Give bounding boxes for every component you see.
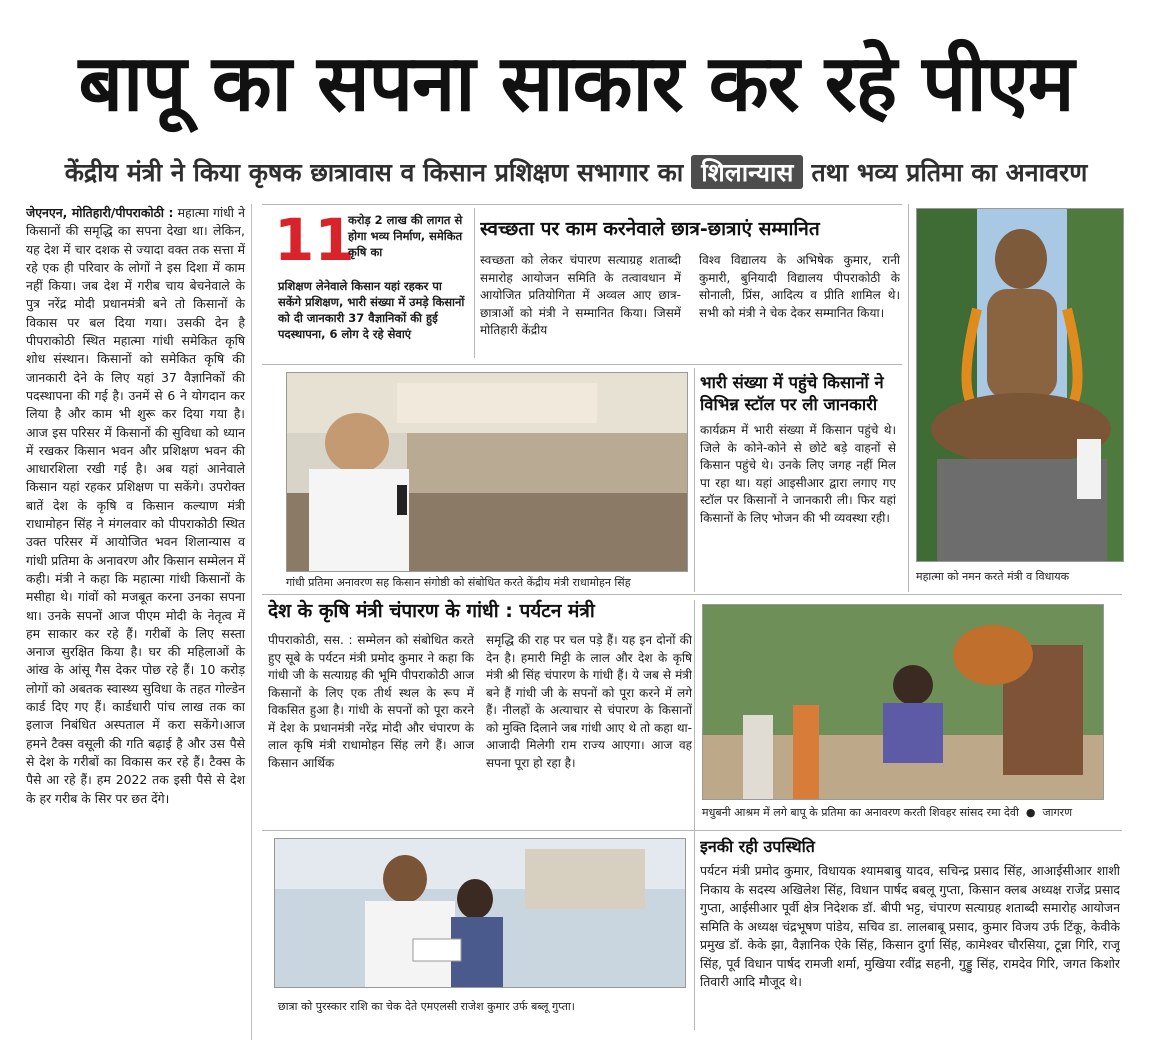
swachhata-col2: विश्व विद्यालय के अभिषेक कुमार, रानी कुमारी, बुनियादी विद्यालय पीपराकोठी के सोनाली, प्रिंस, आदित्य व प्रीति शामिल थे। सभी को मंत्री ने चेक देकर सम्मानित किया। <box>699 253 900 320</box>
farmers-story <box>700 372 896 590</box>
main-story-dateline: जेएनएन, मोतिहारी/पीपराकोठी : <box>26 205 174 220</box>
unveiling-photo <box>702 604 1104 800</box>
attendees-story <box>700 836 1120 1026</box>
promo-line1: करोड़ 2 लाख की लागत से होगा भव्य निर्माण, समेकित कृषि का <box>348 213 463 259</box>
statue-photo <box>916 208 1124 562</box>
attendees-text: पर्यटन मंत्री प्रमोद कुमार, विधायक श्यामबाबु यादव, सचिन्द्र प्रसाद सिंह, आआईसीआर शाशी निकाय के सदस्य अखिलेश सिंह, विधान पार्षद बबलू गुप्ता, किसान क्लब अध्यक्ष राजेंद्र प्रसाद गुप्ता, आईसीआर पूर्वी क्षेत्र निदेशक डॉ. बीपी भट्ट, चंपारण सत्याग्रह शताब्दी समारोह आयोजन समिति के अध्यक्ष चंद्रभूषण पांडेय, सचिव डा. लालबाबू प्रसाद, कुमार विजय उर्फ टिंकू, केवीके प्रमुख डॉ. केके झा, वैज्ञानिक ऐके सिंह, किसान दुर्गा सिंह, कामेश्वर चौरसिया, टून्ना गिरि, राजू सिंह, पूर्व विधान पार्षद रामजी शर्मा, मुखिया रवींद्र सहनी, गुड्डु सिंह, रामदेव गिरि, जगत किशोर तिवारी आदि मौजूद थे। <box>700 863 1120 989</box>
subhead-before: केंद्रीय मंत्री ने किया कृषक छात्रावास व किसान प्रशिक्षण सभागार का <box>64 158 684 187</box>
page-headline: बापू का सपना साकार कर रहे पीएम <box>78 39 1074 129</box>
farmers-text: कार्यक्रम में भारी संख्या में किसान पहुंचे थे। जिले के कोने-कोने से छोटे बड़े वाहनों से किसान पहुंचे थे। उनके लिए जगह नहीं मिल पा रहा था। यहां आइसीआर द्वारा लगाए गए स्टॉल पर किसानों ने जानकारी ली। फिर यहां किसानों के लिए भोजन की भी व्यवस्था रही। <box>700 423 896 525</box>
main-event-photo <box>286 372 688 572</box>
unveiling-caption-text: मधुबनी आश्रम में लगे बापू के प्रतिमा का अनावरण करती शिवहर सांसद रमा देवी <box>702 806 1019 819</box>
main-event-image <box>287 373 688 572</box>
bullet-icon: ● <box>1022 806 1039 819</box>
divider <box>694 600 695 1030</box>
statue-caption: महात्मा को नमन करते मंत्री व विधायक <box>916 570 1070 583</box>
unveiling-image <box>703 605 1104 800</box>
cheque-image <box>275 839 686 988</box>
subhead-highlight: शिलान्यास <box>691 155 803 189</box>
tourism-title: देश के कृषि मंत्री चंपारण के गांधी : पर्यटन मंत्री <box>268 600 595 622</box>
subhead-after: तथा भव्य प्रतिमा का अनावरण <box>811 158 1088 187</box>
divider <box>908 204 909 592</box>
cheque-caption: छात्रा को पुरस्कार राशि का चेक देते एमएलसी राजेश कुमार उर्फ बब्लू गुप्ता। <box>278 1000 575 1013</box>
unveiling-caption <box>702 806 1112 820</box>
divider <box>474 208 475 358</box>
main-story-text: महात्मा गांधी ने किसानों की समृद्धि का सपना देखा था। लेकिन, यह देश में चार दशक से ज्यादा वक्त तक सत्ता में रहे एक ही परिवार के लोगों ने इस दिशा में काम नहीं किया। जब देश में गरीब चाय बेचनेवाले के पुत्र नरेंद्र मोदी प्रधानमंत्री बने तो किसानों के विकास पर बल दिया गया। उसकी देन है पीपराकोठी स्थित महात्मा गांधी समेकित कृषि शोध संस्थान। किसानों को समेकित कृषि की जानकारी देने के लिए यहां 37 वैज्ञानिकों की पदस्थापना की गई है। उनमें से 6 ने योगदान कर लिया है और काम भी शुरू कर दिया गया है। आज इस परिसर में किसानों की सुविधा को ध्यान में रखकर किसान भवन और प्रशिक्षण भवन की आधारशिला रखी गई है। अब यहां आनेवाले किसान यहां रहकर प्रशिक्षण पा सकेंगे। उपरोक्त बातें देश के कृषि व किसान कल्याण मंत्री राधामोहन सिंह ने मंगलवार को पीपराकोठी स्थित उक्त परिसर में आयोजित भवन शिलान्यास व गांधी प्रतिमा के अनावरण और किसान सम्मेलन में कही। मंत्री ने कहा कि महात्मा गांधी किसानों के मसीहा थे। गांवों को मजबूत करना उनका सपना था। उनके सपनों आज पीएम मोदी के नेतृत्व में हम साकार कर रहे हैं। गरीबों के लिए सस्ता अनाज सुरक्षित किया है। घर की महिलाओं के आंख के आंसू गैस देकर पोछ रहे हैं। 10 करोड़ लोगों को अबतक स्वास्थ्य सुविधा के तहत गोल्डेन कार्ड दिए गए हैं। कार्डधारी पांच लाख तक का इलाज निबंधित अस्पताल में करा सकेंगे।आज हमने टैक्स वसूली की गति बढ़ाई है और उस पैसे से देश के गरीबों का विकास कर रहे हैं। टैक्स के पैसे आ रहे हैं। हम 2022 तक इसी पैसे से देश के हर गरीब के सिर पर छत देंगे। <box>26 205 245 806</box>
attendees-title: इनकी रही उपस्थिति <box>700 837 815 856</box>
cheque-photo <box>274 838 686 988</box>
tourism-col1: पीपराकोठी, सस. : सम्मेलन को संबोधित करते हुए सूबे के पर्यटन मंत्री प्रमोद कुमार ने कहा कि गांधी जी के सत्याग्रह की भूमि पीपराकोठी आज किसानों के लिए एक तीर्थ स्थल के रूप में विकसित हुआ है। गांधी के सपनों को पूरा करने में देश के प्रधानमंत्री नरेंद्र मोदी और चंपारण के लाल कृषि मंत्री राधामोहन सिंह लगे हैं। आज किसान आर्थिक <box>268 633 474 770</box>
main-story-column <box>26 204 252 1040</box>
divider <box>262 830 1122 831</box>
swachhata-title: स्वच्छता पर काम करनेवाले छात्र-छात्राएं सम्मानित <box>480 218 820 240</box>
statue-image <box>917 209 1124 562</box>
farmers-title: भारी संख्या में पहुंचे किसानों ने विभिन्न स्टॉल पर ली जानकारी <box>700 373 884 414</box>
divider <box>262 364 902 365</box>
promo-number: 11 <box>274 208 355 274</box>
swachhata-col1: स्वच्छता को लेकर चंपारण सत्याग्रह शताब्दी समारोह आयोजन समिति के तत्वावधान में आयोजित प्रतियोगिता में अव्वल आए छात्र-छात्राओं को मंत्री ने सम्मानित किया। जिसमें मोतिहारी केंद्रीय <box>480 253 681 337</box>
photo-credit: जागरण <box>1042 806 1073 819</box>
divider <box>262 594 1122 595</box>
subheadline <box>28 150 1124 194</box>
divider <box>262 204 902 205</box>
tourism-minister-story <box>268 598 693 828</box>
main-event-caption: गांधी प्रतिमा अनावरण सह किसान संगोष्ठी को संबोधित करते केंद्रीय मंत्री राधामोहन सिंह <box>286 576 631 589</box>
divider <box>694 368 695 592</box>
swachhata-story <box>480 216 900 356</box>
tourism-col2: समृद्धि की राह पर चल पड़े हैं। यह इन दोनों की देन है। हमारी मिट्टी के लाल और देश के कृषि मंत्री श्री सिंह चंपारण के गांधी हैं। ये जब से मंत्री बने हैं गांधी जी के सपनों को पूरा करने में लगे हैं। नीलहों के अत्याचार से चंपारण के किसानों को मुक्ति दिलाने जब गांधी आए थे तो कहा था- आजादी मिलेगी राम राज्य आएगा। आज वह सपना पूरा हो रहा है। <box>486 633 692 770</box>
cost-promo-box <box>268 208 468 354</box>
promo-line2: प्रशिक्षण लेनेवाले किसान यहां रहकर पा सकेंगे प्रशिक्षण, भारी संख्या में उमड़े किसानों को दी जानकारी 37 वैज्ञानिकों की हुई पदस्थापना, 6 लोग दे रहे सेवाएं <box>278 279 465 341</box>
